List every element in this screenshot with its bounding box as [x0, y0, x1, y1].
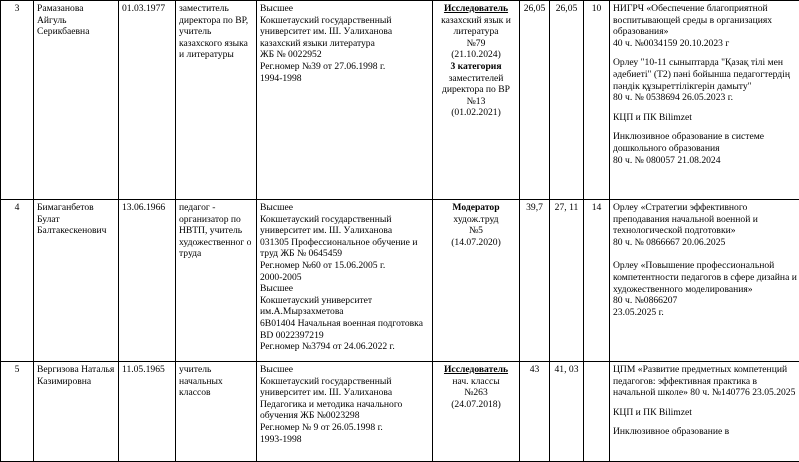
education-line: Рег.номер №60 от 15.06.2005 г.	[260, 260, 429, 272]
row-number: 3	[1, 1, 34, 200]
school-experience	[584, 362, 610, 462]
category-subject: нач. классы	[436, 376, 516, 388]
courses	[610, 1, 799, 200]
category-date: (01.02.2021)	[436, 107, 516, 119]
row-number: 5	[1, 362, 34, 462]
table-row	[1, 200, 799, 362]
education-line: Рег.номер №39 от 27.06.1998 г.	[260, 61, 429, 73]
education-line: Высшее	[260, 364, 429, 376]
qualification-category	[433, 200, 520, 362]
education-line: 1993-1998	[260, 434, 429, 446]
category-order: №79	[436, 38, 516, 50]
pedagogical-experience: 26,05	[550, 1, 584, 200]
education-line: Кокшетауский университет им.А.Мырзахметова	[260, 295, 429, 318]
total-experience: 26,05	[520, 1, 550, 200]
education-line: ЖБ № 0022952	[260, 49, 429, 61]
education-line: Кокшетауский государственный университет им. Ш. Уалиханова	[260, 214, 429, 237]
category-order: №13	[436, 96, 516, 108]
category-order: №5	[436, 225, 516, 237]
table-row	[1, 1, 799, 200]
courses	[610, 362, 799, 462]
row-number: 4	[1, 200, 34, 362]
education-line: казахский языки литература	[260, 38, 429, 50]
category-date: (14.07.2020)	[436, 237, 516, 249]
pedagogical-experience: 27, 11	[550, 200, 584, 362]
course-details: 80 ч. № 080057 21.08.2024	[613, 155, 797, 167]
education-line: Рег.номер № 9 от 26.05.1998 г.	[260, 422, 429, 434]
position: педагог - организатор по НВТП, учитель художественног о труда	[176, 200, 257, 362]
education-line: Высшее	[260, 3, 429, 15]
education-line: 1994-1998	[260, 73, 429, 85]
course-details: 23.05.2025 г.	[613, 307, 797, 319]
course-details: 80 ч. № 0538694 26.05.2023 г.	[613, 92, 797, 104]
category-level: Исследователь	[436, 3, 516, 15]
education	[257, 200, 433, 362]
courses	[610, 200, 799, 362]
course-details: 80 ч. № 0866667 20.06.2025	[613, 237, 797, 249]
education	[257, 362, 433, 462]
course-title: КЦП и ПК Bilimzet	[613, 407, 797, 419]
qualification-category	[433, 362, 520, 462]
employee-name: Рамазанова Айгуль Серикбаевна	[34, 1, 119, 200]
category-date: (21.10.2024)	[436, 49, 516, 61]
education-line: Кокшетауский государственный университет им. Ш. Уалиханова	[260, 376, 429, 399]
school-experience: 10	[584, 1, 610, 200]
course-details: 40 ч. №0034159 20.10.2023 г	[613, 38, 797, 50]
pedagogical-experience: 41, 03	[550, 362, 584, 462]
course-title: Инклюзивное образование в	[613, 426, 797, 438]
education-line: Высшее	[260, 202, 429, 214]
position: учитель начальных классов	[176, 362, 257, 462]
education-line: 6В01404 Начальная военная подготовка	[260, 318, 429, 330]
category-subject: казахский язык и литература	[436, 15, 516, 38]
birth-date: 13.06.1966	[119, 200, 176, 362]
category-date: (24.07.2018)	[436, 399, 516, 411]
education-line: Высшее	[260, 283, 429, 295]
category-level: Модератор	[436, 202, 516, 214]
qualification-category	[433, 1, 520, 200]
education-line: Кокшетауский государственный университет им. Ш. Уалиханова	[260, 15, 429, 38]
total-experience: 43	[520, 362, 550, 462]
table-row	[1, 362, 799, 462]
education	[257, 1, 433, 200]
category-subject: худож.труд	[436, 214, 516, 226]
course-details: 80 ч. №0866207	[613, 295, 797, 307]
category-level: Исследователь	[436, 364, 516, 376]
education-line: Рег.номер №3794 от 24.06.2022 г.	[260, 341, 429, 353]
category-order: №263	[436, 387, 516, 399]
category-level: 3 категория	[436, 61, 516, 73]
education-line: BD 0022397219	[260, 330, 429, 342]
employee-name: Вергизова Наталья Казимировна	[34, 362, 119, 462]
category-subject: заместителей директора по ВР	[436, 73, 516, 96]
employee-name: Бимаганбетов Булат Балтакескенович	[34, 200, 119, 362]
course-title: Орлеу "10-11 сыныптарда "Қазақ тілі мен әдебиеті" (Т2) пәні бойынша педагогтердің пәндік құзыреттілікгерін дамыту"	[613, 57, 797, 92]
course-title: Инклюзивное образование в системе дошкольного образования	[613, 131, 797, 154]
course-title: КЦП и ПК Bilimzet	[613, 112, 797, 124]
education-line: Педагогика и методика начального обучения ЖБ №0023298	[260, 399, 429, 422]
position: заместитель директора по ВР, учитель казахского языка и литературы	[176, 1, 257, 200]
total-experience: 39,7	[520, 200, 550, 362]
education-line: 2000-2005	[260, 272, 429, 284]
course-title: ЦПМ «Развитие предметных компетенций педагогов: эффективная практика в начальной школе» 80 ч. №140776 23.05.2025	[613, 364, 797, 399]
school-experience: 14	[584, 200, 610, 362]
course-title: НИГРЧ «Обеспечение благоприятной воспитывающей среды в организациях образования»	[613, 3, 797, 38]
birth-date: 11.05.1965	[119, 362, 176, 462]
birth-date: 01.03.1977	[119, 1, 176, 200]
education-line: 031305 Профессиональное обучение и труд ЖБ № 0645459	[260, 237, 429, 260]
course-title: Орлеу «Повышение профессиональной компетентности педагогов в сфере дизайна и художественного моделирования»	[613, 260, 797, 295]
course-title: Орлеу «Стратегии эффективного преподавания начальной военной и технологической подготовки»	[613, 202, 797, 237]
